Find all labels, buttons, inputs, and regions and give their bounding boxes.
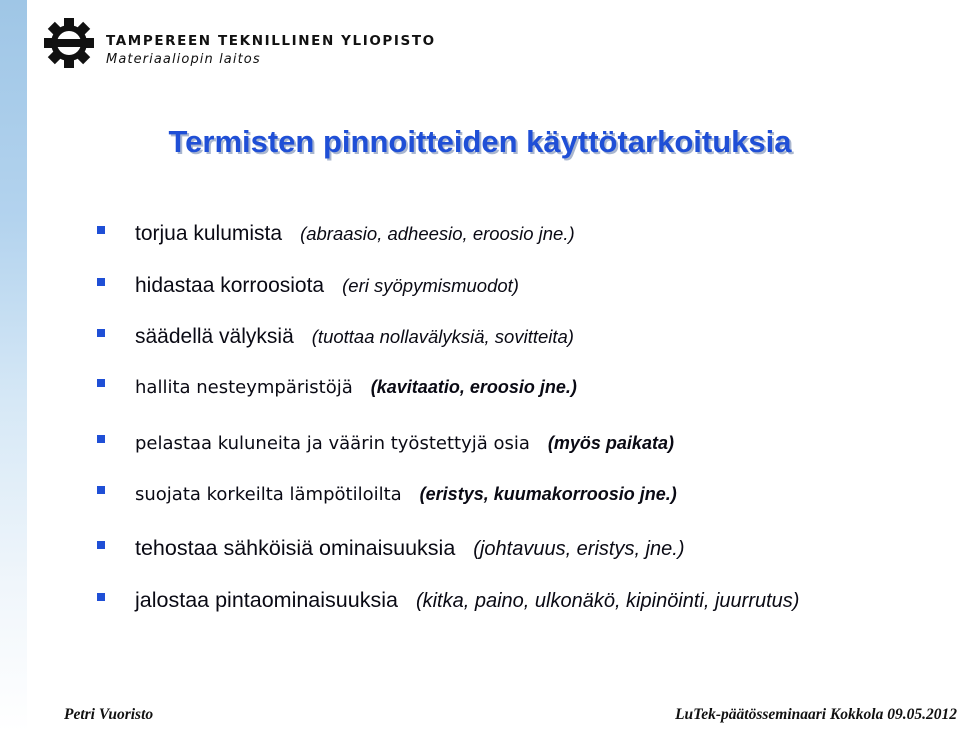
bullet-main-text: suojata korkeilta lämpötiloilta [135, 484, 402, 505]
slide-title: Termisten pinnoitteiden käyttötarkoituksia [168, 124, 792, 159]
bullet-main-text: torjua kulumista [135, 222, 283, 245]
square-bullet-icon [97, 379, 105, 387]
bullet-item [97, 536, 685, 561]
department-name: Materiaaliopin laitos [106, 52, 261, 67]
bullet-detail-text: (eristys, kuumakorroosio jne.) [419, 484, 677, 504]
left-decorative-band [0, 0, 27, 732]
university-name: TAMPEREEN TEKNILLINEN YLIOPISTO [106, 33, 436, 49]
bullet-main-text: hallita nesteympäristöjä [135, 377, 353, 398]
bullet-item [97, 222, 575, 246]
bullet-detail-text: (johtavuus, eristys, jne.) [473, 538, 685, 560]
bullet-detail-text: (kavitaatio, eroosio jne.) [370, 377, 577, 397]
gear-logo-icon [44, 18, 94, 68]
bullet-item [97, 484, 677, 505]
bullet-detail-text: (eri syöpymismuodot) [342, 275, 519, 296]
bullet-item [97, 588, 799, 613]
bullet-main-text: tehostaa sähköisiä ominaisuuksia [135, 536, 456, 560]
bullet-item [97, 274, 519, 298]
square-bullet-icon [97, 226, 105, 234]
bullet-detail-text: (abraasio, adheesio, eroosio jne.) [300, 223, 575, 244]
bullet-detail-text: (myös paikata) [547, 433, 674, 453]
square-bullet-icon [97, 329, 105, 337]
bullet-main-text: pelastaa kuluneita ja väärin työstettyjä osia [135, 433, 530, 454]
footer-event: LuTek-päätösseminaari Kokkola 09.05.2012 [675, 706, 957, 723]
bullet-item [97, 325, 574, 349]
bullet-main-text: säädellä välyksiä [135, 325, 294, 348]
square-bullet-icon [97, 435, 105, 443]
square-bullet-icon [97, 593, 105, 601]
square-bullet-icon [97, 486, 105, 494]
bullet-item [97, 377, 577, 398]
bullet-main-text: hidastaa korroosiota [135, 274, 325, 297]
bullet-item [97, 433, 674, 454]
bullet-detail-text: (tuottaa nollavälyksiä, sovitteita) [311, 326, 574, 347]
footer-author: Petri Vuoristo [64, 706, 154, 723]
bullet-main-text: jalostaa pintaominaisuuksia [135, 588, 398, 612]
bullet-detail-text: (kitka, paino, ulkonäkö, kipinöinti, juurrutus) [415, 590, 800, 612]
square-bullet-icon [97, 278, 105, 286]
square-bullet-icon [97, 541, 105, 549]
